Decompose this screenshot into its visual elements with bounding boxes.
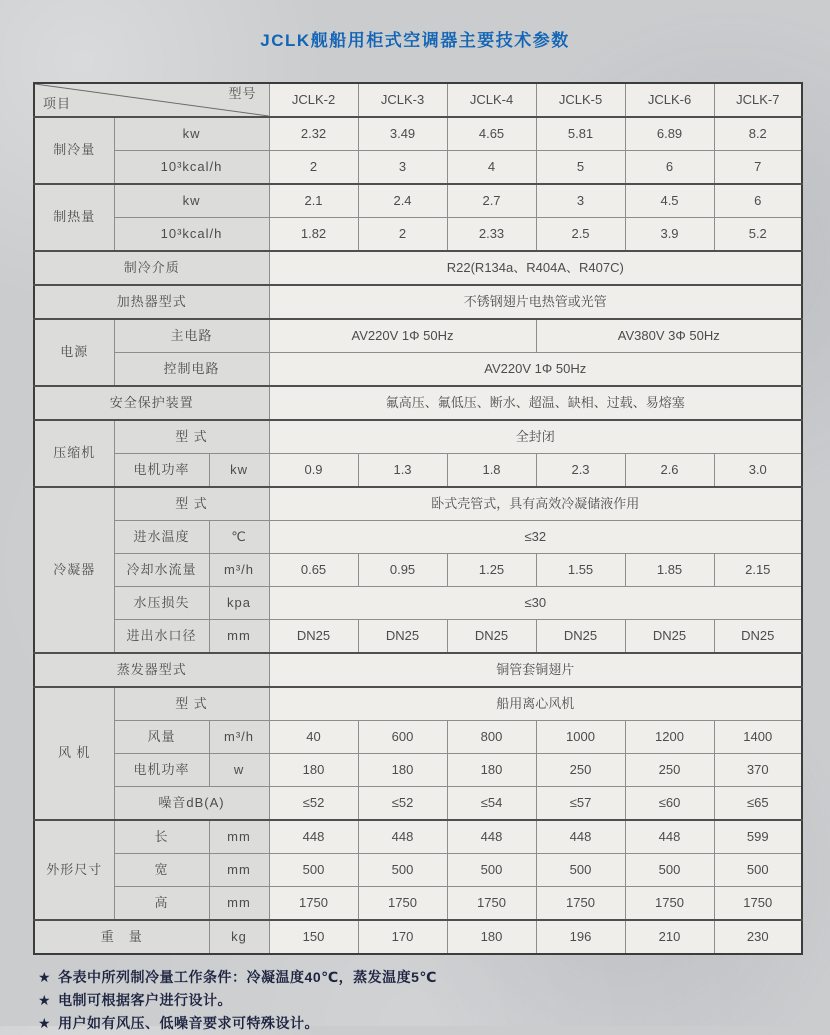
water-pressure-loss-value: ≤30 [269, 587, 802, 620]
spec-row [34, 721, 802, 754]
row-label-refrigerant: 制冷介质 [34, 251, 269, 285]
spec-value-cell: 40 [269, 721, 358, 754]
spec-value-cell: 448 [536, 820, 625, 854]
safety-protection-value: 氟高压、氟低压、断水、超温、缺相、过载、易熔塞 [269, 386, 802, 420]
row-label-inlet-water-temp: 进水温度 [114, 521, 209, 554]
header-model-label: 型号 [228, 86, 257, 101]
row-label-noise: 噪音dB(A) [114, 787, 269, 821]
model-column-header: JCLK-3 [358, 83, 447, 117]
spec-value-cell: ≤60 [625, 787, 714, 821]
spec-value-cell: 1750 [536, 887, 625, 921]
spec-value-cell: 448 [358, 820, 447, 854]
spec-value-cell: 448 [447, 820, 536, 854]
footnotes [38, 966, 830, 1035]
row-label-type: 型 式 [114, 420, 269, 454]
model-column-header: JCLK-6 [625, 83, 714, 117]
spec-value-cell: 3 [358, 151, 447, 185]
spec-row [34, 787, 802, 821]
main-circuit-220v-value: AV220V 1Φ 50Hz [269, 319, 536, 353]
spec-row [34, 887, 802, 921]
spec-value-cell: 250 [625, 754, 714, 787]
row-label-fan: 风 机 [34, 687, 114, 820]
row-label-type: 型 式 [114, 487, 269, 521]
spec-value-cell: ≤52 [358, 787, 447, 821]
spec-value-cell: 4 [447, 151, 536, 185]
spec-value-cell: 448 [269, 820, 358, 854]
footnote [38, 989, 830, 1012]
spec-value-cell: 6.89 [625, 117, 714, 151]
spec-value-cell: 370 [714, 754, 802, 787]
page-title: JCLK舰船用柜式空调器主要技术参数 [260, 31, 570, 50]
spec-value-cell: 2 [269, 151, 358, 185]
spec-value-cell: DN25 [714, 620, 802, 654]
footnote-text: 各表中所列制冷量工作条件：冷凝温度40℃，蒸发温度5℃ [58, 969, 437, 985]
footnote [38, 966, 830, 989]
spec-value-cell: ≤52 [269, 787, 358, 821]
spec-row [34, 285, 802, 319]
row-label-height: 高 [114, 887, 209, 921]
spec-value-cell: 500 [714, 854, 802, 887]
header-item-label: 项目 [43, 96, 72, 112]
row-label-heater-type: 加热器型式 [34, 285, 269, 319]
spec-row [34, 151, 802, 185]
spec-value-cell: 1750 [358, 887, 447, 921]
spec-value-cell: 2.32 [269, 117, 358, 151]
spec-value-cell: 500 [625, 854, 714, 887]
footnote-text: 用户如有风压、低噪音要求可特殊设计。 [58, 1015, 320, 1031]
spec-value-cell: 1.25 [447, 554, 536, 587]
spec-value-cell: 1200 [625, 721, 714, 754]
spec-value-cell: 1000 [536, 721, 625, 754]
unit-label-kcal: 10³kcal/h [114, 151, 269, 185]
unit-label-kg: kg [209, 920, 269, 954]
spec-value-cell: ≤65 [714, 787, 802, 821]
spec-row [34, 487, 802, 521]
row-label-cooling-capacity: 制冷量 [34, 117, 114, 184]
spec-value-cell: 500 [269, 854, 358, 887]
spec-row [34, 184, 802, 218]
spec-value-cell: 7 [714, 151, 802, 185]
footnote-text: 电制可根据客户进行设计。 [58, 992, 233, 1008]
spec-row [34, 251, 802, 285]
spec-value-cell: 196 [536, 920, 625, 954]
spec-row [34, 117, 802, 151]
row-label-air-volume: 风量 [114, 721, 209, 754]
row-label-width: 宽 [114, 854, 209, 887]
spec-value-cell: 800 [447, 721, 536, 754]
spec-row [34, 353, 802, 387]
spec-value-cell: 1400 [714, 721, 802, 754]
row-label-length: 长 [114, 820, 209, 854]
spec-value-cell: 150 [269, 920, 358, 954]
spec-value-cell: 0.95 [358, 554, 447, 587]
spec-value-cell: 2.7 [447, 184, 536, 218]
spec-value-cell: 0.65 [269, 554, 358, 587]
spec-row [34, 920, 802, 954]
spec-row [34, 687, 802, 721]
spec-value-cell: 230 [714, 920, 802, 954]
row-label-safety-protection: 安全保护装置 [34, 386, 269, 420]
spec-row [34, 454, 802, 488]
spec-value-cell: 1.8 [447, 454, 536, 488]
spec-value-cell: 5.81 [536, 117, 625, 151]
spec-value-cell: 500 [358, 854, 447, 887]
row-label-motor-power: 电机功率 [114, 754, 209, 787]
spec-value-cell: 1.55 [536, 554, 625, 587]
model-column-header: JCLK-5 [536, 83, 625, 117]
unit-label-m3h: m³/h [209, 554, 269, 587]
spec-value-cell: 5.2 [714, 218, 802, 252]
spec-value-cell: DN25 [536, 620, 625, 654]
spec-value-cell: 180 [447, 920, 536, 954]
refrigerant-value: R22(R134a、R404A、R407C) [269, 251, 802, 285]
spec-value-cell: DN25 [625, 620, 714, 654]
spec-value-cell: 210 [625, 920, 714, 954]
spec-value-cell: 180 [269, 754, 358, 787]
model-column-header: JCLK-7 [714, 83, 802, 117]
spec-value-cell: 2.5 [536, 218, 625, 252]
spec-value-cell: 5 [536, 151, 625, 185]
row-label-power-supply: 电源 [34, 319, 114, 386]
spec-value-cell: DN25 [358, 620, 447, 654]
spec-value-cell: 3 [536, 184, 625, 218]
spec-value-cell: 600 [358, 721, 447, 754]
spec-value-cell: 6 [625, 151, 714, 185]
row-label-cooling-water-flow: 冷却水流量 [114, 554, 209, 587]
unit-label-kcal: 10³kcal/h [114, 218, 269, 252]
spec-row [34, 653, 802, 687]
unit-label-kw: kw [114, 184, 269, 218]
row-label-compressor: 压缩机 [34, 420, 114, 487]
row-label-weight: 重 量 [34, 920, 209, 954]
unit-label-w: w [209, 754, 269, 787]
spec-value-cell: 500 [536, 854, 625, 887]
spec-row [34, 319, 802, 353]
spec-value-cell: 0.9 [269, 454, 358, 488]
spec-value-cell: 6 [714, 184, 802, 218]
spec-value-cell: DN25 [269, 620, 358, 654]
spec-value-cell: 2.4 [358, 184, 447, 218]
row-label-water-pressure-loss: 水压损失 [114, 587, 209, 620]
unit-label-kw: kw [114, 117, 269, 151]
star-icon: ★ [38, 1015, 52, 1031]
compressor-type-value: 全封闭 [269, 420, 802, 454]
spec-table-body [34, 117, 802, 954]
inlet-water-temp-value: ≤32 [269, 521, 802, 554]
row-label-condenser: 冷凝器 [34, 487, 114, 653]
unit-label-mm: mm [209, 620, 269, 654]
star-icon: ★ [38, 992, 52, 1008]
spec-value-cell: 1750 [714, 887, 802, 921]
spec-value-cell: 2.1 [269, 184, 358, 218]
spec-value-cell: 3.9 [625, 218, 714, 252]
spec-row [34, 587, 802, 620]
unit-label-mm: mm [209, 887, 269, 921]
header-diagonal-cell [34, 83, 269, 117]
spec-row [34, 521, 802, 554]
spec-value-cell: 3.0 [714, 454, 802, 488]
spec-row [34, 620, 802, 654]
spec-value-cell: ≤54 [447, 787, 536, 821]
spec-value-cell: 2.3 [536, 454, 625, 488]
model-column-header: JCLK-4 [447, 83, 536, 117]
spec-value-cell: 1.3 [358, 454, 447, 488]
row-label-evaporator-type: 蒸发器型式 [34, 653, 269, 687]
heater-type-value: 不锈钢翅片电热管或光管 [269, 285, 802, 319]
spec-value-cell: 180 [358, 754, 447, 787]
spec-row [34, 420, 802, 454]
spec-value-cell: 2 [358, 218, 447, 252]
unit-label-kw: kw [209, 454, 269, 488]
spec-value-cell: 4.65 [447, 117, 536, 151]
spec-value-cell: 1750 [447, 887, 536, 921]
spec-row [34, 754, 802, 787]
spec-value-cell: 3.49 [358, 117, 447, 151]
spec-value-cell: DN25 [447, 620, 536, 654]
star-icon: ★ [38, 969, 52, 985]
spec-value-cell: 599 [714, 820, 802, 854]
spec-row [34, 820, 802, 854]
condenser-type-value: 卧式壳管式，具有高效冷凝储液作用 [269, 487, 802, 521]
unit-label-celsius: ℃ [209, 521, 269, 554]
spec-value-cell: 1750 [269, 887, 358, 921]
model-column-header: JCLK-2 [269, 83, 358, 117]
spec-value-cell: 170 [358, 920, 447, 954]
row-label-main-circuit: 主电路 [114, 319, 269, 353]
spec-row [34, 218, 802, 252]
spec-value-cell: 180 [447, 754, 536, 787]
unit-label-m3h: m³/h [209, 721, 269, 754]
table-header-row [34, 83, 802, 117]
unit-label-kpa: kpa [209, 587, 269, 620]
unit-label-mm: mm [209, 854, 269, 887]
row-label-dimensions: 外形尺寸 [34, 820, 114, 920]
row-label-motor-power: 电机功率 [114, 454, 209, 488]
spec-value-cell: 8.2 [714, 117, 802, 151]
control-circuit-value: AV220V 1Φ 50Hz [269, 353, 802, 387]
spec-row [34, 386, 802, 420]
spec-value-cell: 1.82 [269, 218, 358, 252]
spec-value-cell: 250 [536, 754, 625, 787]
spec-value-cell: 2.6 [625, 454, 714, 488]
evaporator-type-value: 铜管套铜翅片 [269, 653, 802, 687]
row-label-control-circuit: 控制电路 [114, 353, 269, 387]
spec-value-cell: 500 [447, 854, 536, 887]
spec-row [34, 554, 802, 587]
row-label-type: 型 式 [114, 687, 269, 721]
spec-value-cell: 2.33 [447, 218, 536, 252]
row-label-heating-capacity: 制热量 [34, 184, 114, 251]
fan-type-value: 船用离心风机 [269, 687, 802, 721]
spec-value-cell: 4.5 [625, 184, 714, 218]
unit-label-mm: mm [209, 820, 269, 854]
spec-value-cell: ≤57 [536, 787, 625, 821]
spec-value-cell: 1750 [625, 887, 714, 921]
spec-value-cell: 1.85 [625, 554, 714, 587]
spec-row [34, 854, 802, 887]
footnote [38, 1012, 830, 1035]
spec-value-cell: 448 [625, 820, 714, 854]
main-circuit-380v-value: AV380V 3Φ 50Hz [536, 319, 802, 353]
spec-value-cell: 2.15 [714, 554, 802, 587]
spec-table [33, 82, 803, 955]
row-label-water-port-diameter: 进出水口径 [114, 620, 209, 654]
